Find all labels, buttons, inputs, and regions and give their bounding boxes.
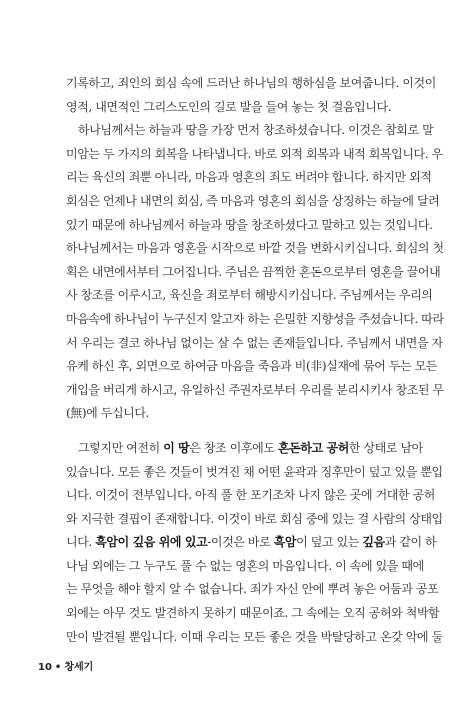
text-line: 니다. 이것이 전부입니다. 아직 풀 한 포기조차 나지 않은 곳에 거대한 공허 bbox=[66, 488, 435, 503]
footer-separator: • bbox=[54, 662, 62, 673]
text-line: 리는 육신의 죄뿐 아니라, 마음과 영혼의 죄도 버려야 합니다. 하지만 외적 bbox=[66, 170, 432, 185]
paragraph-gap bbox=[66, 426, 410, 437]
text-line: 유케 하신 후, 외면으로 하여금 마음을 죽음과 비(非)실재에 묶어 두는 모든 bbox=[66, 359, 438, 374]
text-line: 기록하고, 죄인의 회심 속에 드러난 하나님의 행하심을 보여줍니다. 이것이 bbox=[66, 76, 436, 90]
text-line: 만이 발견될 뿐입니다. 이때 우리는 모든 좋은 것을 박탈당하고 온갖 악에 둘 bbox=[66, 629, 443, 644]
text-line: 사 창조를 이루시고, 육신을 죄로부터 해방시키십니다. 주님께서는 우리의 bbox=[66, 288, 433, 303]
paragraph-1 bbox=[66, 72, 436, 119]
text-line: 미암는 두 가지의 회복을 나타냅니다. 바로 외적 회복과 내적 회복입니다. 우 bbox=[66, 146, 443, 161]
text-line: 마음속에 하나님이 누구신지 알고자 하는 은밀한 지향성을 주셨습니다. 따라 bbox=[66, 311, 444, 326]
paragraph-3 bbox=[66, 437, 443, 649]
paragraph-2 bbox=[66, 119, 444, 426]
text-line: 그렇지만 여전히 이 땅은 창조 이후에도 혼돈하고 공허한 상태로 남아 bbox=[78, 440, 423, 455]
text-line: 하나님께서는 하늘과 땅을 가장 먼저 창조하셨습니다. 이것은 참회로 말 bbox=[78, 123, 434, 138]
book-title: 창세기 bbox=[64, 662, 94, 673]
text-line: 있기 때문에 하나님께서 하늘과 땅을 창조하셨다고 말하고 있는 것입니다. bbox=[66, 217, 433, 232]
text-line: 외에는 아무 것도 발견하지 못하기 때문이죠. 그 속에는 오직 공허와 척박함 bbox=[66, 606, 440, 621]
text-line: 서 우리는 결코 하나님 없이는 살 수 없는 존재들입니다. 주님께서 내면을 자 bbox=[66, 335, 443, 350]
page-number: 10 bbox=[38, 662, 52, 673]
text-line: 는 무엇을 해야 할지 알 수 없습니다. 죄가 자신 안에 뿌려 놓은 어둠과 공포 bbox=[66, 582, 439, 597]
page-footer bbox=[38, 658, 93, 673]
text-line: 하나님께서는 마음과 영혼을 시작으로 바깥 것을 변화시키십니다. 회심의 첫 bbox=[66, 241, 444, 256]
text-line: 회심은 언제나 내면의 회심, 즉 마음과 영혼의 회심을 상징하는 하늘에 달려 bbox=[66, 193, 440, 208]
text-line: 나님 외에는 그 누구도 풀 수 없는 영혼의 마음입니다. 이 속에 있을 때에 bbox=[66, 558, 424, 573]
text-line: 니다. 흑암이 깊음 위에 있고-이것은 바로 흑암이 덮고 있는 깊음과 같이 하 bbox=[66, 535, 437, 550]
body-text bbox=[66, 72, 444, 649]
text-line: 개입을 버리게 하시고, 유일하신 주권자로부터 우리를 분리시키사 창조된 무 bbox=[66, 382, 444, 397]
text-line: 획은 내면에서부터 그어집니다. 주님은 끔찍한 혼돈으로부터 영혼을 끌어내 bbox=[66, 264, 441, 279]
text-line: 있습니다. 모든 좋은 것들이 벗겨진 채 어떤 윤곽과 징후만이 덮고 있을 뿐입 bbox=[66, 464, 443, 479]
text-line: 영적, 내면적인 그리스도인의 길로 발을 들여 놓는 첫 걸음입니다. bbox=[66, 99, 392, 114]
text-line: 와 지극한 결핍이 존재합니다. 이것이 바로 회심 중에 있는 걸 사람의 상태입 bbox=[66, 511, 443, 526]
text-line: (無)에 두십니다. bbox=[66, 406, 149, 421]
